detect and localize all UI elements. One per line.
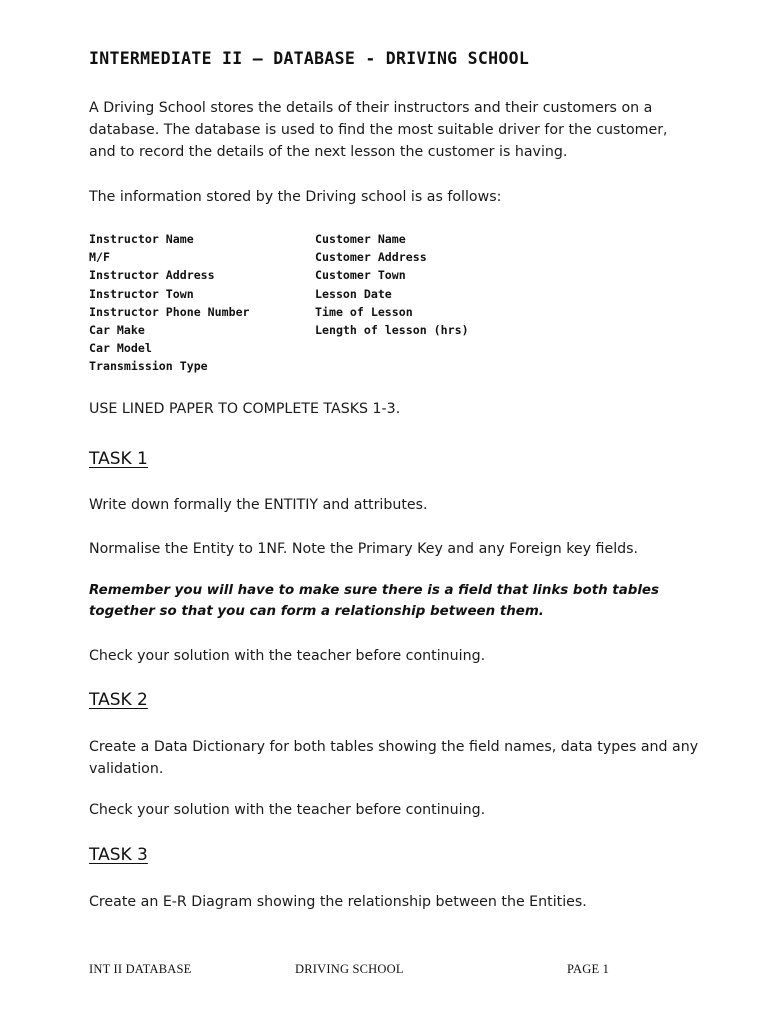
instructor-field: Instructor Address xyxy=(89,268,215,283)
customer-field: Time of Lesson xyxy=(315,304,413,319)
task3-heading: TASK 3 xyxy=(89,845,148,865)
instructor-field: Transmission Type xyxy=(89,359,208,374)
task1-note: Remember you will have to make sure there is a field that links both tables together so that you can form a relationship between them. xyxy=(89,583,659,619)
instructor-field: Instructor Name xyxy=(89,232,194,246)
task2-check: Check your solution with the teacher before continuing. xyxy=(89,802,486,818)
customer-field-list xyxy=(315,230,469,339)
instructor-field: Car Model xyxy=(89,341,152,356)
customer-field: Customer Address xyxy=(315,250,427,265)
page-title: INTERMEDIATE II – DATABASE - DRIVING SCHOOL xyxy=(89,49,530,68)
instructor-field: Instructor Phone Number xyxy=(89,304,250,319)
info-intro: The information stored by the Driving school is as follows: xyxy=(89,189,502,205)
customer-field: Customer Town xyxy=(315,268,406,283)
task1-line1: Write down formally the ENTITIY and attributes. xyxy=(89,497,428,513)
instruction-text: USE LINED PAPER TO COMPLETE TASKS 1-3. xyxy=(89,401,401,417)
instructor-field: Car Make xyxy=(89,323,145,338)
footer-center: DRIVING SCHOOL xyxy=(295,962,404,976)
intro-paragraph: A Driving School stores the details of their instructors and their customers on a database. The database is used to find the most suitable driver for the customer, and to record the details of the next lesson the customer is having. xyxy=(89,100,668,160)
footer-page-number: PAGE 1 xyxy=(567,962,610,976)
task3-line1: Create an E-R Diagram showing the relationship between the Entities. xyxy=(89,894,587,910)
customer-field: Length of lesson (hrs) xyxy=(315,323,469,338)
task1-line2: Normalise the Entity to 1NF. Note the Primary Key and any Foreign key fields. xyxy=(89,541,639,557)
instructor-field: M/F xyxy=(89,250,110,265)
task1-heading: TASK 1 xyxy=(89,449,148,469)
instructor-field-list xyxy=(89,230,250,376)
customer-field: Lesson Date xyxy=(315,286,392,301)
footer-left: INT II DATABASE xyxy=(89,962,192,976)
task2-line1: Create a Data Dictionary for both tables showing the field names, data types and any validation. xyxy=(89,739,699,777)
task1-check: Check your solution with the teacher before continuing. xyxy=(89,648,486,664)
customer-field: Customer Name xyxy=(315,232,406,246)
instructor-field: Instructor Town xyxy=(89,286,194,301)
task2-heading: TASK 2 xyxy=(89,690,148,710)
